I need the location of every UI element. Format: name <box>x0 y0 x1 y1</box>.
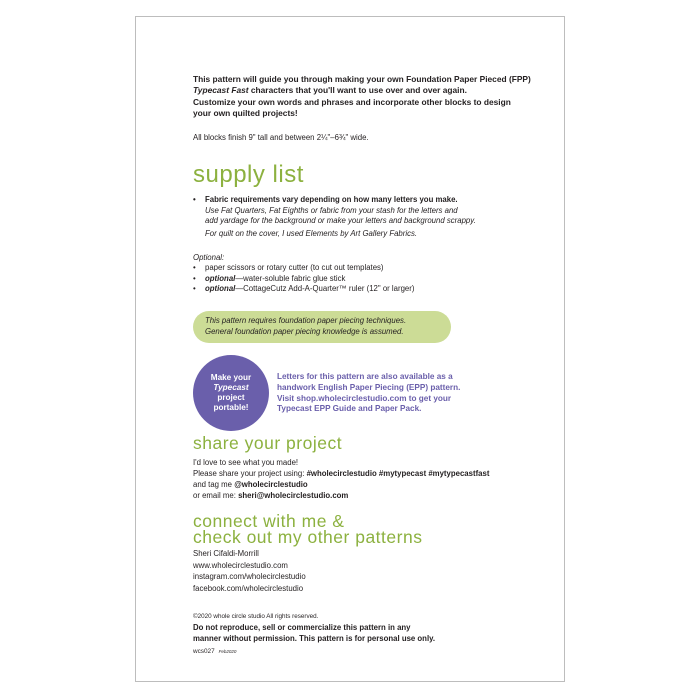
legal-notice <box>193 623 493 644</box>
optional-tag: optional <box>205 273 236 283</box>
supply-sub-line: add yardage for the background or make your letters and background scrappy. <box>205 216 476 226</box>
share-body <box>193 458 553 502</box>
list-item-text: —CottageCutz Add-A-Quarter™ ruler (12" or larger) <box>235 284 415 294</box>
intro-line: Customize your own words and phrases and incorporate other blocks to design <box>193 96 511 107</box>
epp-line: Typecast EPP Guide and Paper Pack. <box>277 404 422 414</box>
list-item <box>193 274 553 285</box>
copyright-text: ©2020 whole circle studio All rights reserved. <box>193 613 319 620</box>
intro-line-rest: characters that you'll want to use over and over again. <box>248 85 467 96</box>
pattern-date: Feb2020 <box>218 649 237 654</box>
note-line: General foundation paper piecing knowledge is assumed. <box>205 326 404 336</box>
social-handle: @wholecirclestudio <box>234 479 308 489</box>
connect-heading-line: connect with me & <box>193 511 345 531</box>
epp-info-text <box>277 372 557 415</box>
epp-line: handwork English Paper Piecing (EPP) pattern. <box>277 382 461 392</box>
finish-size-text: All blocks finish 9" tall and between 2¼"–6¾" wide. <box>193 133 369 142</box>
intro-paragraph <box>193 74 553 120</box>
badge-line: project <box>217 393 245 402</box>
list-item: • paper scissors or rotary cutter (to cut out templates) <box>193 263 553 274</box>
website-url: www.wholecirclestudio.com <box>193 560 288 570</box>
share-line <box>193 480 553 491</box>
hashtags: #wholecirclestudio #mytypecast #mytypecastfast <box>306 468 490 478</box>
contact-details <box>193 548 306 594</box>
designer-name: Sheri Cifaldi-Morrill <box>193 549 259 558</box>
intro-line <box>193 85 553 96</box>
legal-line: Do not reproduce, sell or commercialize this pattern in any <box>193 623 411 632</box>
email-address: sheri@wholecirclestudio.com <box>238 490 349 500</box>
badge-line: Make your <box>210 373 252 382</box>
portable-badge <box>193 355 269 431</box>
list-item: • Fabric requirements vary depending on how many letters you make. <box>193 195 553 206</box>
share-heading: share your project <box>193 433 343 453</box>
optional-tag: optional <box>205 284 236 294</box>
legal-line: manner without permission. This pattern is for personal use only. <box>193 633 436 643</box>
instagram-url: instagram.com/wholecirclestudio <box>193 572 306 582</box>
share-line: I'd love to see what you made! <box>193 458 299 467</box>
share-line <box>193 469 553 480</box>
pattern-code <box>193 648 236 655</box>
epp-line: Visit shop.wholecirclestudio.com to get your <box>277 393 452 403</box>
intro-typecast-fast: Typecast Fast <box>193 85 249 96</box>
facebook-url: facebook.com/wholecirclestudio <box>193 583 304 593</box>
share-text: or email me: <box>193 490 239 500</box>
connect-heading-line: check out my other patterns <box>193 527 423 547</box>
requirement-note-box <box>193 311 451 343</box>
pattern-number: wcs027 <box>193 648 215 655</box>
share-text: and tag me <box>193 479 235 489</box>
connect-heading <box>193 513 422 545</box>
badge-line: portable! <box>213 403 249 412</box>
badge-line: Typecast <box>213 383 249 392</box>
epp-line: Letters for this pattern are also available as a <box>277 372 453 381</box>
optional-label: Optional: <box>193 253 225 262</box>
intro-line: your own quilted projects! <box>193 108 298 119</box>
pattern-back-cover <box>135 16 565 682</box>
share-text: Please share your project using: <box>193 468 307 478</box>
optional-list <box>193 263 553 295</box>
intro-line: This pattern will guide you through making your own Foundation Paper Pieced (FPP) <box>193 74 531 84</box>
supply-list-heading: supply list <box>193 161 304 188</box>
supply-bullets <box>193 195 553 239</box>
supply-sub-line: For quilt on the cover, I used Elements by Art Gallery Fabrics. <box>205 228 418 238</box>
share-line <box>193 491 553 502</box>
list-item <box>193 284 553 295</box>
supply-sub-line: Use Fat Quarters, Fat Eighths or fabric from your stash for the letters and <box>205 205 458 215</box>
note-line: This pattern requires foundation paper piecing techniques. <box>205 316 407 325</box>
list-item-text: —water-soluble fabric glue stick <box>235 273 346 283</box>
